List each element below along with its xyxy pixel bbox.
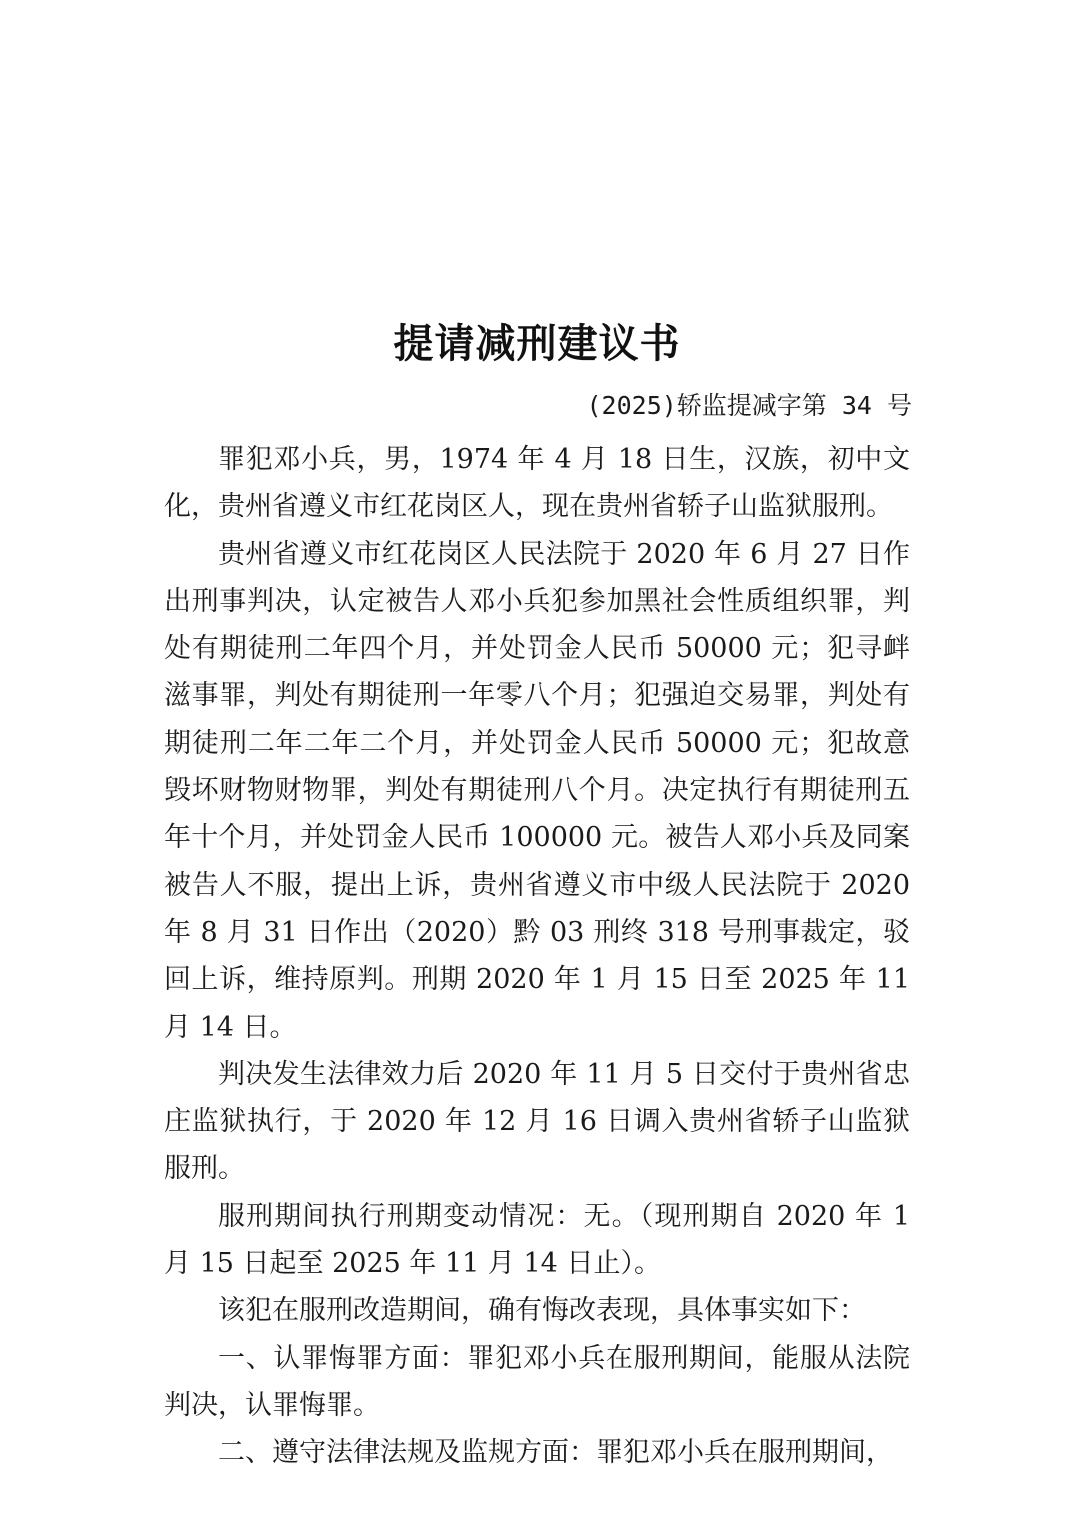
document-body <box>164 436 910 1477</box>
paragraph-execution: 判决发生法律效力后 2020 年 11 月 5 日交付于贵州省忠庄监狱执行，于 2020 年 12 月 16 日调入贵州省轿子山监狱服刑。 <box>164 1058 910 1185</box>
paragraph-repentance: 一、认罪悔罪方面：罪犯邓小兵在服刑期间，能服从法院判决，认罪悔罪。 <box>164 1342 910 1421</box>
document-title: 提请减刑建议书 <box>393 320 681 367</box>
paragraph-criminal-info: 罪犯邓小兵，男，1974 年 4 月 18 日生，汉族，初中文化，贵州省遵义市红花岗区人，现在贵州省轿子山监狱服刑。 <box>164 444 910 523</box>
paragraph-compliance: 二、遵守法律法规及监规方面：罪犯邓小兵在服刑期间， <box>218 1437 893 1469</box>
paragraph-sentence-change: 服刑期间执行刑期变动情况：无。（现刑期自 2020 年 1 月 15 日起至 2025 年 11 月 14 日止）。 <box>164 1200 910 1280</box>
paragraph-facts-intro: 该犯在服刑改造期间，确有悔改表现，具体事实如下： <box>218 1295 866 1327</box>
paragraph-judgment: 贵州省遵义市红花岗区人民法院于 2020 年 6 月 27 日作出刑事判决，认定被告人邓小兵犯参加黑社会性质组织罪，判处有期徒刑二年四个月，并处罚金人民币 50000 元；犯寻衅滋事罪，判处有期徒刑一年零八个月；犯强迫交易罪，判处有期徒刑二年二年二个月，并处罚金人民币 50000 元；犯故意毁坏财物财物罪，判处有期徒刑八个月。决定执行有期徒刑五年十个月，并处罚金人民币 100000 元。被告人邓小兵及同案被告人不服，提出上诉，贵州省遵义市中级人民法院于 2020 年 8 月 31 日作出（2020）黔 03 刑终 318 号刑事裁定，驳回上诉，维持原判。刑期 2020 年 1 月 15 日至 2025 年 11 月 14 日。 <box>164 538 910 1043</box>
document-number: (2025)轿监提减字第 34 号 <box>586 391 912 420</box>
